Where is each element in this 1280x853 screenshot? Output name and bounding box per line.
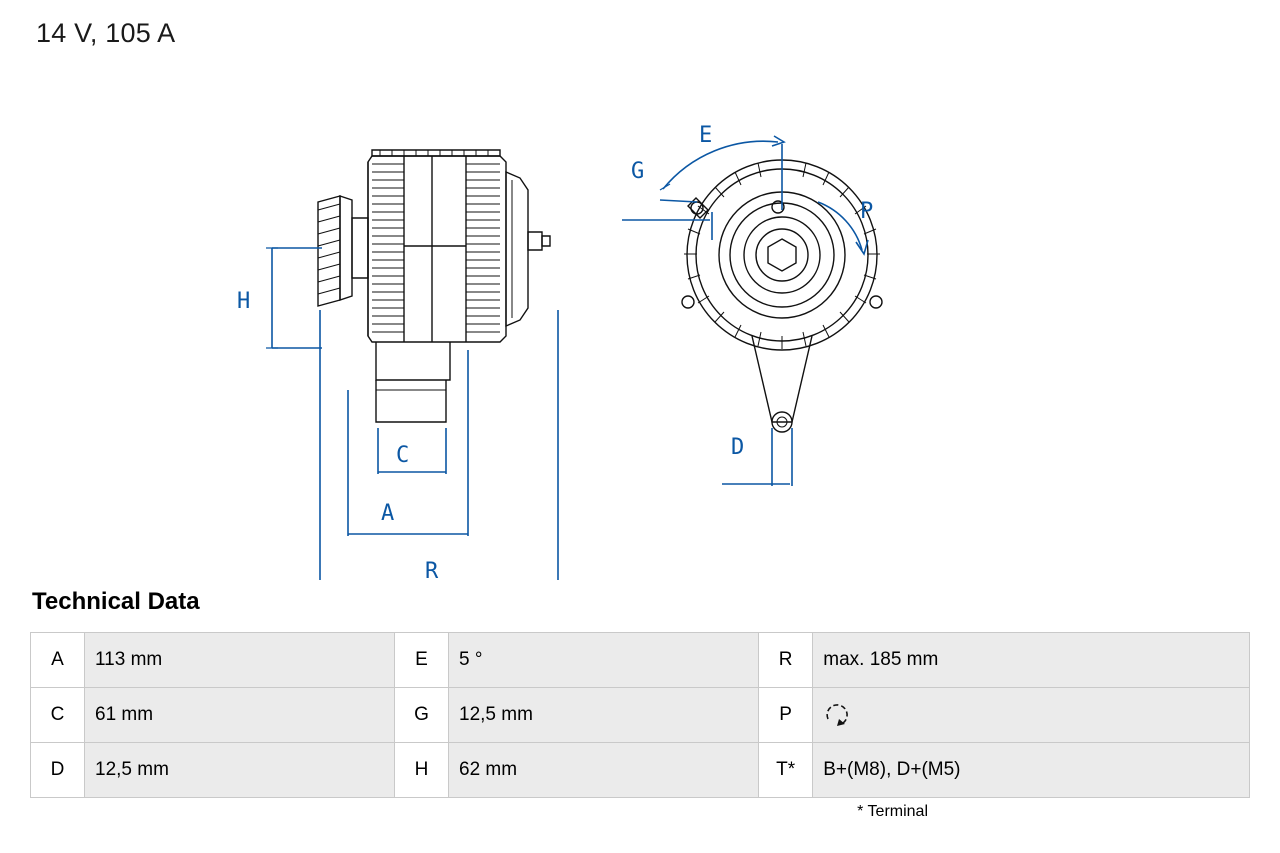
table-row (31, 688, 1250, 743)
row-key-p: P (758, 688, 812, 743)
dimension-label-g: G (631, 159, 645, 184)
row-value-a: 113 mm (85, 633, 395, 688)
technical-data-table (30, 632, 1250, 798)
dimension-d (722, 428, 792, 486)
dimension-g (622, 159, 712, 240)
row-key-r: R (758, 633, 812, 688)
row-value-g: 12,5 mm (449, 688, 759, 743)
row-key-g: G (394, 688, 448, 743)
dimension-label-p: P (860, 199, 874, 224)
row-value-e: 5 ° (449, 633, 759, 688)
row-value-r: max. 185 mm (813, 633, 1250, 688)
row-key-t: T* (758, 743, 812, 798)
rotation-arrow-icon (823, 702, 857, 728)
dimension-label-r: R (425, 559, 439, 580)
row-value-c: 61 mm (85, 688, 395, 743)
dimension-label-h: H (237, 289, 251, 314)
row-key-h: H (394, 743, 448, 798)
row-key-a: A (31, 633, 85, 688)
dimension-label-c: C (396, 443, 410, 468)
page-title: 14 V, 105 A (36, 18, 176, 48)
side-view-group (237, 150, 558, 580)
dimension-e (660, 123, 784, 210)
dimension-label-d: D (731, 435, 745, 460)
pulley (318, 196, 368, 306)
row-key-d: D (31, 743, 85, 798)
row-key-e: E (394, 633, 448, 688)
terminal-footnote: * Terminal (857, 803, 928, 820)
row-value-d: 12,5 mm (85, 743, 395, 798)
row-value-h: 62 mm (449, 743, 759, 798)
dimension-label-e: E (699, 123, 713, 148)
row-value-t: B+(M8), D+(M5) (813, 743, 1250, 798)
table-row (31, 743, 1250, 798)
row-key-c: C (31, 688, 85, 743)
alternator-technical-drawing (0, 50, 1280, 580)
row-value-p (813, 688, 1250, 743)
dimension-r (320, 310, 558, 580)
alternator-housing (368, 150, 550, 422)
dimension-label-a: A (381, 501, 395, 526)
dimension-c (378, 428, 446, 474)
table-row (31, 633, 1250, 688)
dimension-h (237, 248, 322, 348)
technical-data-heading: Technical Data (32, 588, 200, 615)
front-view-group (622, 123, 882, 486)
